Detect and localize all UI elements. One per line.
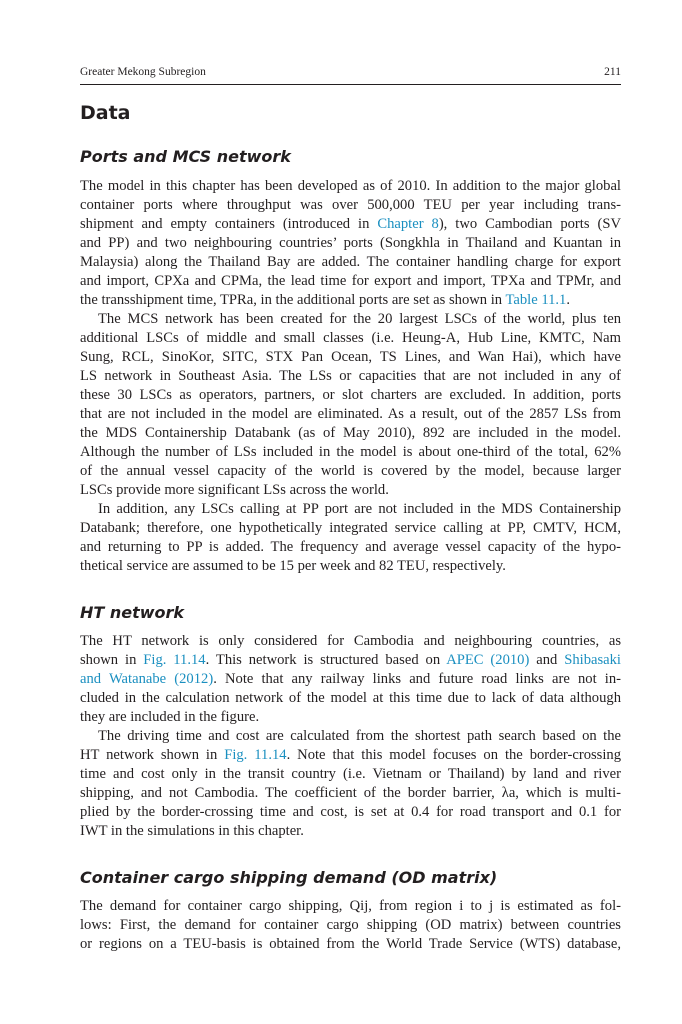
text-line: and import, CPXa and CPMa, the lead time for export and import, TPXa and TPMr, and xyxy=(80,273,621,289)
od-section-body xyxy=(80,897,621,954)
text-line: In addition, any LSCs calling at PP port are not included in the MDS Containership xyxy=(98,501,621,517)
text-line: these 30 LSCs as operators, partners, or slot charters are excluded. In addition, ports xyxy=(80,387,621,403)
text-line: shipping, and not Cambodia. The coefficient of the border barrier, λa, which is multi- xyxy=(80,785,621,801)
text-line: the MDS Containership Databank (as of May 2010), 892 are included in the model. xyxy=(80,425,621,441)
text-line: container ports where throughput was over 500,000 TEU per year including trans- xyxy=(80,197,621,213)
shibasaki-link-part-1[interactable]: Shibasaki xyxy=(564,652,621,668)
text-line: Although the number of LSs included in the model is about one-third of the total, 62% xyxy=(80,444,621,460)
subsection-title-ports: Ports and MCS network xyxy=(80,147,291,166)
text-line: lows: First, the demand for container cargo shipping (OD matrix) between countries xyxy=(80,917,621,933)
shibasaki-link-part-2[interactable]: and Watanabe (2012) xyxy=(80,671,214,687)
fig-11-14-link[interactable]: Fig. 11.14 xyxy=(224,747,287,763)
running-head-title: Greater Mekong Subregion xyxy=(80,66,206,78)
table-11-1-link[interactable]: Table 11.1 xyxy=(505,292,567,308)
text-line: Databank; therefore, one hypothetically integrated service calling at PP, CMTV, HCM, xyxy=(80,520,621,536)
text-line: additional LSCs of middle and small classes (i.e. Heung-A, Hub Line, KMTC, Nam xyxy=(80,330,621,346)
text-line: The demand for container cargo shipping, Qij, from region i to j is estimated as fol- xyxy=(80,898,621,914)
running-head xyxy=(80,64,621,85)
text-line: The model in this chapter has been developed as of 2010. In addition to the major global xyxy=(80,178,621,194)
text-line: and Watanabe (2012). Note that any railway links and future road links are not in- xyxy=(80,671,621,687)
text-line: Malaysia) along the Thailand Bay are added. The container handling charge for export xyxy=(80,254,621,270)
text-line: and PP) and two neighbouring countries’ ports (Songkhla in Thailand and Kuantan in xyxy=(80,235,621,251)
ports-section-body xyxy=(80,177,621,576)
apec-2010-link[interactable]: APEC (2010) xyxy=(446,652,530,668)
text-line: they are included in the figure. xyxy=(80,709,260,725)
text-line: the transshipment time, TPRa, in the additional ports are set as shown in Table 11.1. xyxy=(80,292,570,308)
text-line: or regions on a TEU-basis is obtained from the World Trade Service (WTS) database, xyxy=(80,936,621,952)
text-line: of the annual vessel capacity of the world is covered by the model, because larger xyxy=(80,463,621,479)
chapter-8-link[interactable]: Chapter 8 xyxy=(377,216,439,232)
section-title: Data xyxy=(80,102,131,124)
text-line: shipment and empty containers (introduced in Chapter 8), two Cambodian ports (SV xyxy=(80,216,621,232)
text-line: LSCs provide more significant LSs across the world. xyxy=(80,482,389,498)
page-number: 211 xyxy=(604,66,621,78)
fig-11-14-link[interactable]: Fig. 11.14 xyxy=(143,652,206,668)
subsection-title-od: Container cargo shipping demand (OD matrix) xyxy=(80,868,498,887)
text-line: time and cost only in the transit country (i.e. Vietnam or Thailand) by land and river xyxy=(80,766,621,782)
text-line: shown in Fig. 11.14. This network is structured based on APEC (2010) and Shibasaki xyxy=(80,652,621,668)
text-line: The HT network is only considered for Cambodia and neighbouring countries, as xyxy=(80,633,621,649)
subsection-title-ht: HT network xyxy=(80,603,185,622)
text-line: and returning to PP is added. The frequency and average vessel capacity of the hypo- xyxy=(80,539,621,555)
text-line: HT network shown in Fig. 11.14. Note that this model focuses on the border-crossing xyxy=(80,747,622,763)
text-line: Sung, RCL, SinoKor, SITC, STX Pan Ocean, TS Lines, and Wan Hai), which have xyxy=(80,349,621,365)
text-line: The MCS network has been created for the 20 largest LSCs of the world, plus ten xyxy=(98,311,621,327)
text-line: plied by the border-crossing time and cost, is set at 0.4 for road transport and 0.1 for xyxy=(80,804,621,820)
text-line: The driving time and cost are calculated from the shortest path search based on the xyxy=(98,728,621,744)
text-line: cluded in the calculation network of the model at this time due to lack of data although xyxy=(80,690,621,706)
text-line: IWT in the simulations in this chapter. xyxy=(80,823,304,839)
text-line: that are not included in the model are eliminated. As a result, out of the 2857 LSs from xyxy=(80,406,621,422)
text-line: thetical service are assumed to be 15 per week and 82 TEU, respectively. xyxy=(80,558,506,574)
ht-section-body xyxy=(80,632,621,841)
text-line: LS network in Southeast Asia. The LSs or capacities that are not included in any of xyxy=(80,368,621,384)
